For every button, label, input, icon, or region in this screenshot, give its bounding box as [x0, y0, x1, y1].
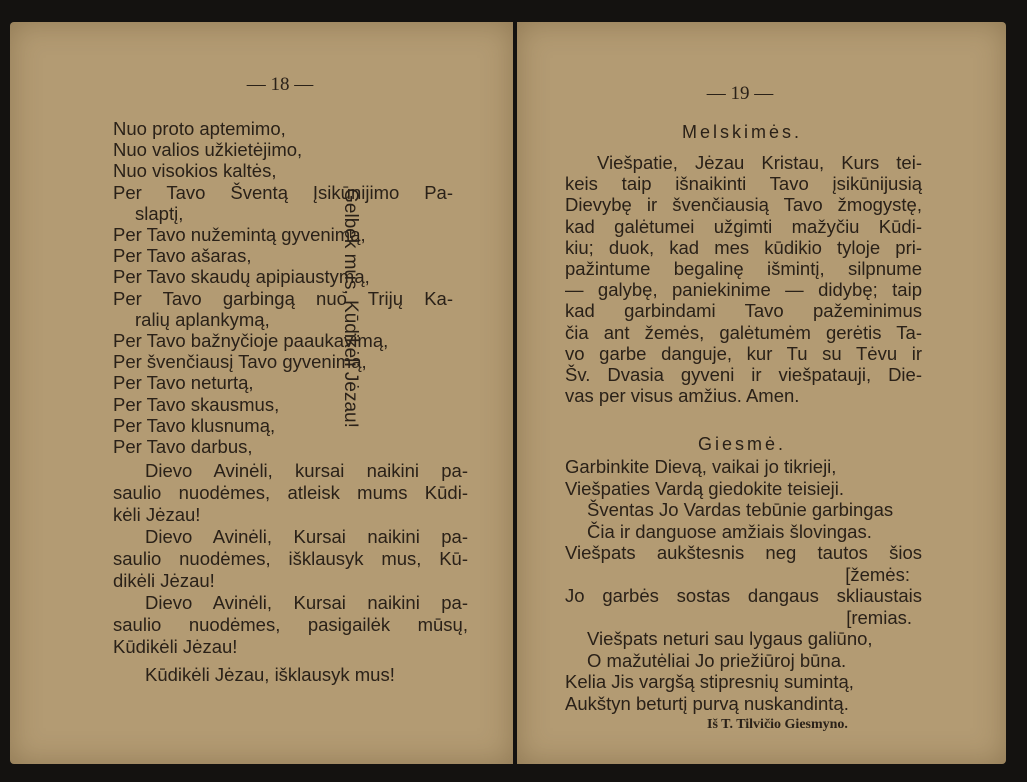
hymn-line: Viešpaties Vardą giedokite teisieji.	[565, 477, 845, 499]
litany-line: Per Tavo klusnumą,	[113, 414, 276, 436]
hymn-line: [žemės:	[845, 563, 910, 585]
hymn-line: O mažutėliai Jo priežiūroj būna.	[587, 649, 847, 671]
agnus-line: Dievo Avinėli, kursai naikini pa-	[145, 460, 468, 481]
prayer-line: — galybę, paniekinime — didybę; taip	[565, 279, 922, 301]
agnus-line: Dievo Avinėli, Kursai naikini pa-	[145, 526, 468, 547]
litany-line: Nuo proto aptemimo,	[113, 118, 286, 139]
litany-line: ralių aplankymą,	[135, 308, 270, 330]
prayer-title: Melskimės.	[681, 122, 802, 142]
attribution: Iš T. Tilvičio Giesmyno.	[707, 717, 848, 732]
right-page	[517, 22, 1006, 764]
litany-line: Per švenčiausį Tavo gyvenimą,	[113, 351, 367, 373]
litany-line: Per Tavo garbingą nuo Trijų Ka-	[113, 287, 453, 309]
litany-line: Per Tavo ašaras,	[113, 245, 252, 267]
hymn-line: Šventas Jo Vardas tebūnie garbingas	[587, 499, 894, 520]
hymn-line: Čia ir danguose amžiais šlovingas.	[587, 520, 872, 542]
hymn-line: Viešpats neturi sau lygaus galiūno,	[587, 628, 873, 649]
left-page	[10, 22, 513, 764]
litany-response: Gelbėk mus, Kūdikėli Jėzau!	[340, 188, 361, 428]
prayer-line: Dievybę ir švenčiausią Tavo žmogystę,	[565, 194, 922, 216]
litany-line: Per Tavo nužemintą gyvenimą,	[113, 224, 366, 246]
agnus-line: dikėli Jėzau!	[113, 570, 215, 591]
agnus-line: kėli Jėzau!	[113, 504, 201, 525]
prayer-line: Šv. Dvasia gyveni ir viešpatauji, Die-	[565, 364, 922, 386]
prayer-text	[565, 152, 922, 406]
page-number: — 18 —	[246, 74, 314, 95]
prayer-line: vo garbe danguje, kur Tu su Tėvu ir	[565, 342, 922, 364]
hymn-title: Giesmė.	[697, 434, 787, 454]
litany-line: Per Tavo darbus,	[113, 436, 253, 458]
litany-line: Nuo visokios kaltės,	[113, 160, 277, 182]
prayer-line: keis taip išnaikinti Tavo įsikūnijusią	[565, 173, 922, 195]
hymn-line: Viešpats aukštesnis neg tautos šios	[565, 542, 922, 563]
litany-line: slaptį,	[135, 202, 184, 224]
hymn-text	[565, 456, 922, 714]
litany-list	[113, 118, 453, 457]
litany-line: Nuo valios užkietėjimo,	[113, 139, 303, 161]
prayer-line: kad galėtumei užgimti mažyčiu Kūdi-	[565, 215, 922, 237]
agnus-line: Dievo Avinėli, Kursai naikini pa-	[145, 592, 468, 613]
closing-line: Kūdikėli Jėzau, išklausyk mus!	[145, 664, 395, 685]
litany-line: Per Tavo Šventą Įsikūnijimo Pa-	[113, 181, 453, 203]
hymn-line: [remias.	[846, 606, 912, 628]
agnus-line: saulio nuodėmes, pasigailėk mūsų,	[113, 614, 468, 635]
prayer-line: vas per visus amžius. Amen.	[565, 385, 800, 407]
page-number: — 19 —	[706, 83, 774, 104]
hymn-line: Jo garbės sostas dangaus skliaustais	[565, 585, 922, 606]
litany-line: Per Tavo skausmus,	[113, 393, 280, 415]
litany-line: Per Tavo neturtą,	[113, 372, 254, 394]
prayer-line: kad garbindami Tavo pažeminimus	[565, 300, 922, 322]
agnus-dei	[113, 460, 468, 686]
litany-line: Per Tavo bažnyčioje paaukavimą,	[113, 330, 389, 352]
hymn-line: Aukštyn beturtį purvą nuskandintą.	[565, 692, 849, 714]
agnus-line: saulio nuodėmes, atleisk mums Kūdi-	[113, 482, 468, 503]
prayer-line: pažintume begalinę išmintį, silpnume	[565, 258, 922, 280]
agnus-line: saulio nuodėmes, išklausyk mus, Kū-	[113, 548, 468, 569]
litany-line: Per Tavo skaudų apipiaustymą,	[113, 266, 370, 288]
hymn-line: Garbinkite Dievą, vaikai jo tikrieji,	[565, 456, 837, 477]
prayer-line: čia ant žemės, galėtumėm gerėtis Ta-	[565, 321, 922, 343]
prayer-line: kiu; duok, kad mes kūdikio tyloje pri-	[565, 236, 922, 258]
prayer-line: Viešpatie, Jėzau Kristau, Kurs tei-	[597, 152, 922, 173]
agnus-line: Kūdikėli Jėzau!	[113, 636, 238, 657]
hymn-line: Kelia Jis vargšą stipresnių sumintą,	[565, 671, 854, 692]
